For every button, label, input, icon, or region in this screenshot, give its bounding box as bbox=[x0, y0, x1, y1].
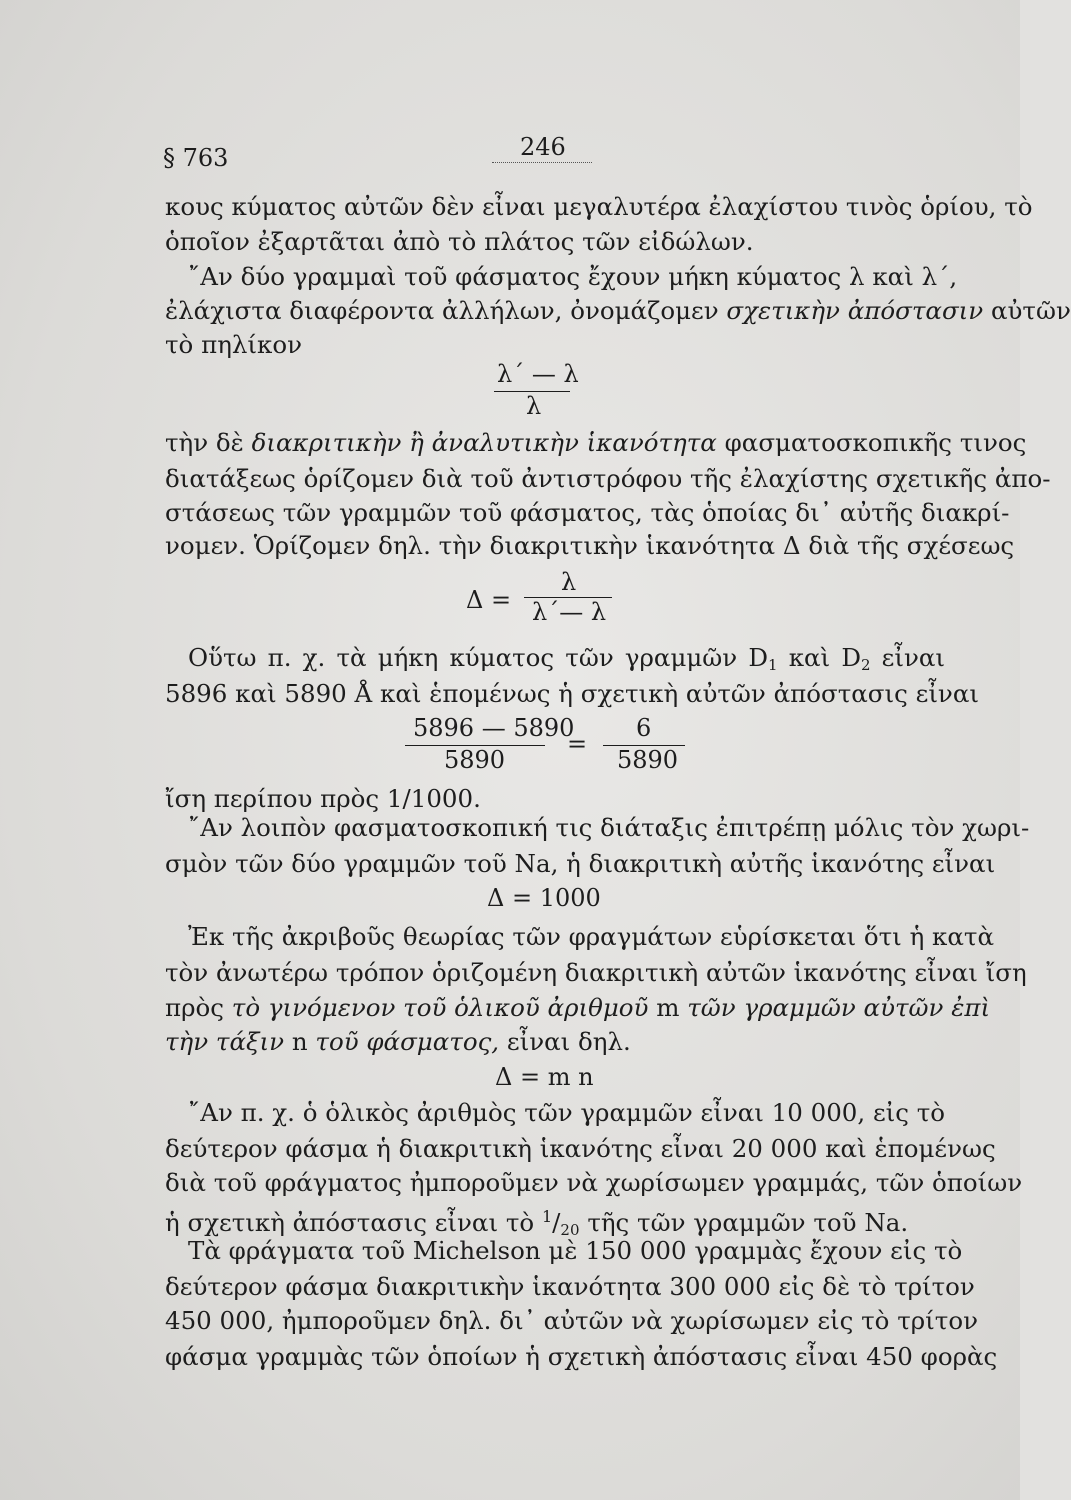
delta-lhs: Δ = bbox=[466, 586, 512, 614]
text-line: ῎Αν λοιπὸν φασματοσκοπική τις διάταξις ἐπιτρέπῃ μόλις τὸν χωρι- bbox=[188, 813, 1030, 842]
delta-denominator: λ΄— λ bbox=[532, 598, 607, 626]
text-line: σμὸν τῶν δύο γραμμῶν τοῦ Na, ἡ διακριτικὴ αὐτῆς ἱκανότης εἶναι bbox=[165, 849, 996, 878]
example-numerator-left: 5896 — 5890 bbox=[413, 714, 575, 742]
text-line: δεύτερον φάσμα ἡ διακριτικὴ ἱκανότης εἶναι 20 000 καὶ ἑπομένως bbox=[165, 1134, 996, 1163]
text-line: Ἐκ τῆς ἀκριβοῦς θεωρίας τῶν φραγμάτων εὑρίσκεται ὅτι ἡ κατὰ bbox=[188, 922, 994, 951]
delta-numerator: λ bbox=[561, 568, 577, 596]
text-line: τὴν τάξιν n τοῦ φάσματος, εἶναι δηλ. bbox=[165, 1027, 631, 1056]
text-line: ῎Αν π. χ. ὁ ὁλικὸς ἀριθμὸς τῶν γραμμῶν εἶναι 10 000, εἰς τὸ bbox=[188, 1098, 946, 1127]
text-line: κους κύματος αὐτῶν δὲν εἶναι μεγαλυτέρα ἐλαχίστου τινὸς ὁρίου, τὸ bbox=[165, 192, 1033, 221]
text-line: φάσμα γραμμὰς τῶν ὁποίων ἡ σχετικὴ ἀπόστασις εἶναι 450 φορὰς bbox=[165, 1342, 998, 1371]
text-line: διὰ τοῦ φράγματος ἠμποροῦμεν νὰ χωρίσωμεν γραμμάς, τῶν ὁποίων bbox=[165, 1168, 1023, 1197]
page-number: 246 bbox=[520, 133, 566, 161]
text-line: 450 000, ἠμποροῦμεν δηλ. δι᾽ αὐτῶν νὰ χωρίσωμεν εἰς τὸ τρίτον bbox=[165, 1306, 978, 1335]
text-line: ἐλάχιστα διαφέροντα ἀλλήλων, ὀνομάζομεν σχετικὴν ἀπόστασιν αὐτῶν bbox=[165, 296, 1071, 325]
text-line: τὸ πηλίκον bbox=[165, 330, 302, 359]
text-line: πρὸς τὸ γινόμενον τοῦ ὁλικοῦ ἀριθμοῦ m τῶν γραμμῶν αὐτῶν ἐπὶ bbox=[165, 993, 991, 1022]
text-line: ὁποῖον ἐξαρτᾶται ἀπὸ τὸ πλάτος τῶν εἰδώλων. bbox=[165, 227, 754, 256]
ratio-denominator: λ bbox=[526, 392, 542, 420]
fraction-numerator: 1 bbox=[541, 1207, 553, 1226]
text-line: Οὕτω π. χ. τὰ μήκη κύματος τῶν γραμμῶν $D_1$ καὶ $D_2$ εἶναι bbox=[188, 643, 946, 674]
section-number: § 763 bbox=[163, 144, 229, 172]
text-line: ἡ σχετικὴ ἀπόστασις εἶναι τὸ $^1/_{20}$ τῆς τῶν γραμμῶν τοῦ Na. bbox=[165, 1207, 909, 1240]
text-line: τὴν δὲ διακριτικὴν ἢ ἀναλυτικὴν ἱκανότητα φασματοσκοπικῆς τινος bbox=[165, 428, 1027, 457]
delta-equals-mn: Δ = m n bbox=[495, 1063, 594, 1091]
text-line: 5896 καὶ 5890 Å καὶ ἑπομένως ἡ σχετικὴ αὐτῶν ἀπόστασις εἶναι bbox=[165, 679, 979, 708]
example-denominator-right: 5890 bbox=[617, 746, 679, 774]
text-line: Τὰ φράγματα τοῦ Michelson μὲ 150 000 γραμμὰς ἔχουν εἰς τὸ bbox=[188, 1236, 963, 1265]
text-line: διατάξεως ὁρίζομεν διὰ τοῦ ἀντιστρόφου τῆς ἐλαχίστης σχετικῆς ἀπο- bbox=[165, 464, 1051, 493]
example-denominator-left: 5890 bbox=[444, 746, 506, 774]
ratio-numerator: λ΄ — λ bbox=[497, 360, 579, 388]
text-line: ῎Αν δύο γραμμαὶ τοῦ φάσματος ἔχουν μήκη κύματος λ καὶ λ΄, bbox=[188, 262, 958, 291]
text-line: δεύτερον φάσμα διακριτικὴν ἱκανότητα 300 000 εἰς δὲ τὸ τρίτον bbox=[165, 1272, 975, 1301]
text-line: τὸν ἀνωτέρω τρόπον ὁριζομένη διακριτικὴ αὐτῶν ἱκανότης εἶναι ἴση bbox=[165, 958, 1027, 987]
text-line: στάσεως τῶν γραμμῶν τοῦ φάσματος, τὰς ὁποίας δι᾽ αὐτῆς διακρί- bbox=[165, 498, 1010, 527]
example-numerator-right: 6 bbox=[636, 714, 652, 742]
text-line: νομεν. Ὁρίζομεν δηλ. τὴν διακριτικὴν ἱκανότητα Δ διὰ τῆς σχέσεως bbox=[165, 531, 1015, 560]
delta-equals-1000: Δ = 1000 bbox=[487, 884, 601, 912]
text-line: ἴση περίπου πρὸς 1/1000. bbox=[165, 784, 481, 813]
fraction-denominator: 20 bbox=[560, 1221, 580, 1240]
example-equals: = bbox=[567, 730, 588, 758]
page-number-underline bbox=[492, 162, 592, 163]
